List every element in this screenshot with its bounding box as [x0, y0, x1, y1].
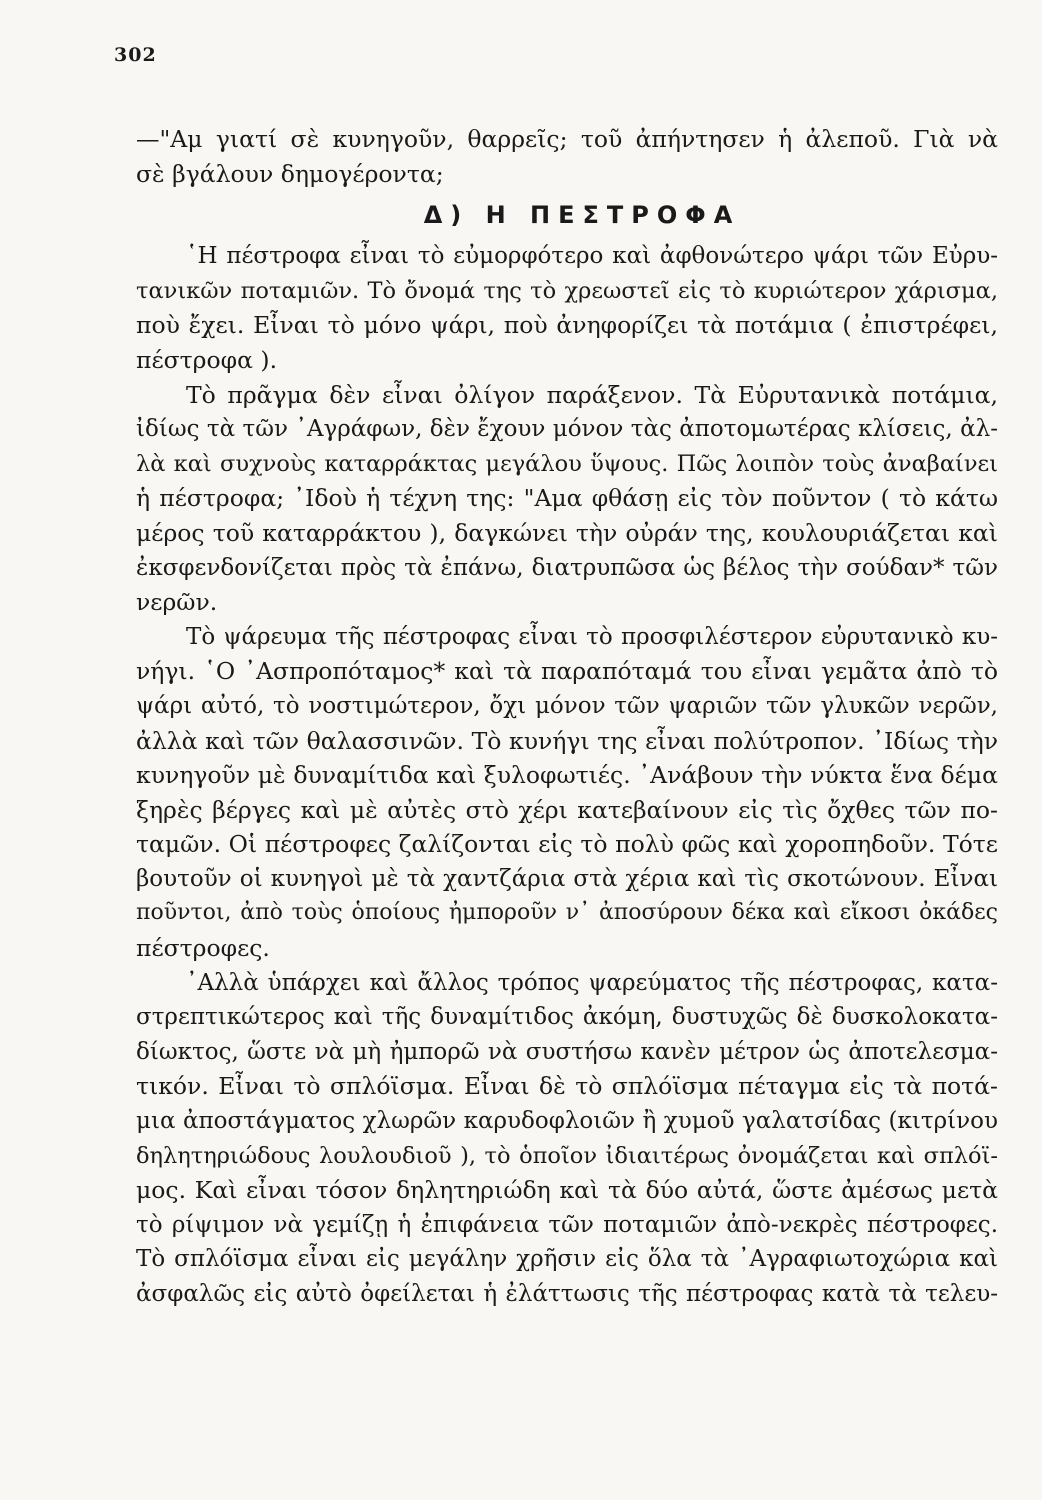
text-line: ταμῶν. Οἱ πέστροφες ζαλίζονται εἰς τὸ πολὺ φῶς καὶ χοροπηδοῦν. Τότε: [136, 830, 998, 859]
text-line: Τὸ πρᾶγμα δὲν εἶναι ὀλίγον παράξενον. Τὰ Εὐρυτανικὰ ποτάμια,: [186, 380, 998, 409]
text-line: τανικῶν ποταμιῶν. Τὸ ὄνομά της τὸ χρεωστεῖ εἰς τὸ κυριώτερον χάρισμα,: [136, 277, 998, 304]
page-number: 302: [114, 44, 157, 66]
text-line: σὲ βγάλουν δημογέροντα;: [136, 159, 444, 188]
text-line: ἡ πέστροφα; ᾿Ιδοὺ ἡ τέχνη της: "Αμα φθάσῃ εἰς τὸν ποῦντον ( τὸ κάτω: [136, 484, 998, 513]
text-line: ψάρι αὐτό, τὸ νοστιμώτερον, ὄχι μόνον τῶν ψαριῶν τῶν γλυκῶν νερῶν,: [136, 692, 998, 719]
text-line: ποῦντοι, ἀπὸ τοὺς ὁποίους ἠμποροῦν ν᾿ ἀποσύρουν δέκα καὶ εἴκοσι ὀκάδες: [136, 900, 998, 926]
text-line: ποὺ ἔχει. Εἶναι τὸ μόνο ψάρι, ποὺ ἀνηφορίζει τὰ ποτάμια ( ἐπιστρέφει,: [136, 311, 998, 340]
text-line: μια ἀποστάγματος χλωρῶν καρυδοφλοιῶν ἢ χυμοῦ γαλατσίδας (κιτρίνου: [136, 1108, 998, 1135]
text-line: ῾Η πέστροφα εἶναι τὸ εὐμορφότερο καὶ ἀφθονώτερο ψάρι τῶν Εὐρυ-: [186, 243, 998, 270]
paragraph: [136, 239, 998, 377]
text-line: —"Αμ γιατί σὲ κυνηγοῦν, θαρρεῖς; τοῦ ἀπήντησεν ἡ ἀλεποῦ. Γιὰ νὰ: [136, 125, 998, 153]
text-line: κυνηγοῦν μὲ δυναμίτιδα καὶ ξυλοφωτιές. ᾿Ανάβουν τὴν νύκτα ἕνα δέμα: [136, 761, 998, 790]
text-line: πέστροφες.: [136, 934, 270, 963]
text-line: στρεπτικώτερος καὶ τῆς δυναμίτιδος ἀκόμη, δυστυχῶς δὲ δυσκολοκατα-: [136, 1004, 998, 1031]
text-line: λὰ καὶ συχνοὺς καταρράκτας μεγάλου ὕψους. Πῶς λοιπὸν τοὺς ἀναβαίνει: [136, 450, 998, 477]
paragraph: [136, 620, 998, 966]
text-line: τὸ ρίψιμον νὰ γεμίζῃ ἡ ἐπιφάνεια τῶν ποταμιῶν ἀπὸ-νεκρὲς πέστροφες.: [136, 1211, 998, 1238]
text-line: δίωκτος, ὥστε νὰ μὴ ἠμπορῶ νὰ συστήσω κανὲν μέτρον ὡς ἀποτελεσμα-: [136, 1038, 998, 1065]
text-line: ἀλλὰ καὶ τῶν θαλασσινῶν. Τὸ κυνήγι της εἶναι πολύτροπον. ᾿Ιδίως τὴν: [136, 726, 998, 755]
page-body: [136, 122, 998, 1312]
text-line: Τὸ ψάρευμα τῆς πέστροφας εἶναι τὸ προσφιλέστερον εὐρυτανικὸ κυ-: [186, 623, 998, 650]
text-line: βουτοῦν οἱ κυνηγοὶ μὲ τὰ χαντζάρια στὰ χέρια καὶ τὶς σκοτώνουν. Εἶναι: [136, 865, 998, 892]
text-line: νήγι. ῾Ο ᾿Ασπροπόταμος* καὶ τὰ παραπόταμά του εἶναι γεμᾶτα ἀπὸ τὸ: [136, 657, 998, 686]
text-line: δηλητηριώδους λουλουδιοῦ ), τὸ ὁποῖον ἰδιαιτέρως ὀνομάζεται καὶ σπλόϊ-: [136, 1142, 998, 1169]
text-line: ἀσφαλῶς εἰς αὐτὸ ὀφείλεται ἡ ἐλάττωσις τῆς πέστροφας κατὰ τὰ τελευ-: [136, 1281, 998, 1307]
text-line: ἰδίως τὰ τῶν ᾿Αγράφων, δὲν ἔχουν μόνον τὰς ἀποτομωτέρας κλίσεις, ἀλ-: [136, 416, 998, 443]
section-heading: Δ) Η ΠΕΣΤΡΟΦΑ: [423, 201, 741, 230]
text-line: μέρος τοῦ καταρράκτου ), δαγκώνει τὴν οὐράν της, κουλουριάζεται καὶ: [136, 518, 998, 547]
paragraph: [136, 378, 998, 620]
paragraph: [136, 966, 998, 1312]
text-line: μος. Καὶ εἶναι τόσον δηλητηριώδη καὶ τὰ δύο αὐτά, ὥστε ἀμέσως μετὰ: [136, 1176, 998, 1205]
text-line: ἐκσφενδονίζεται πρὸς τὰ ἐπάνω, διατρυπῶσα ὡς βέλος τὴν σούδαν* τῶν: [136, 554, 998, 581]
text-line: ξηρὲς βέργες καὶ μὲ αὐτὲς στὸ χέρι κατεβαίνουν εἰς τὶς ὄχθες τῶν πο-: [136, 795, 998, 824]
text-line: ᾿Αλλὰ ὑπάρχει καὶ ἄλλος τρόπος ψαρεύματος τῆς πέστροφας, κατα-: [186, 969, 998, 996]
text-line: πέστροφα ).: [136, 345, 278, 374]
text-line: Τὸ σπλόϊσμα εἶναι εἰς μεγάλην χρῆσιν εἰς ὅλα τὰ ᾿Αγραφιωτοχώρια καὶ: [136, 1246, 998, 1273]
text-line: τικόν. Εἶναι τὸ σπλόϊσμα. Εἶναι δὲ τὸ σπλόϊσμα πέταγμα εἰς τὰ ποτά-: [136, 1072, 998, 1101]
text-line: νερῶν.: [136, 588, 218, 617]
